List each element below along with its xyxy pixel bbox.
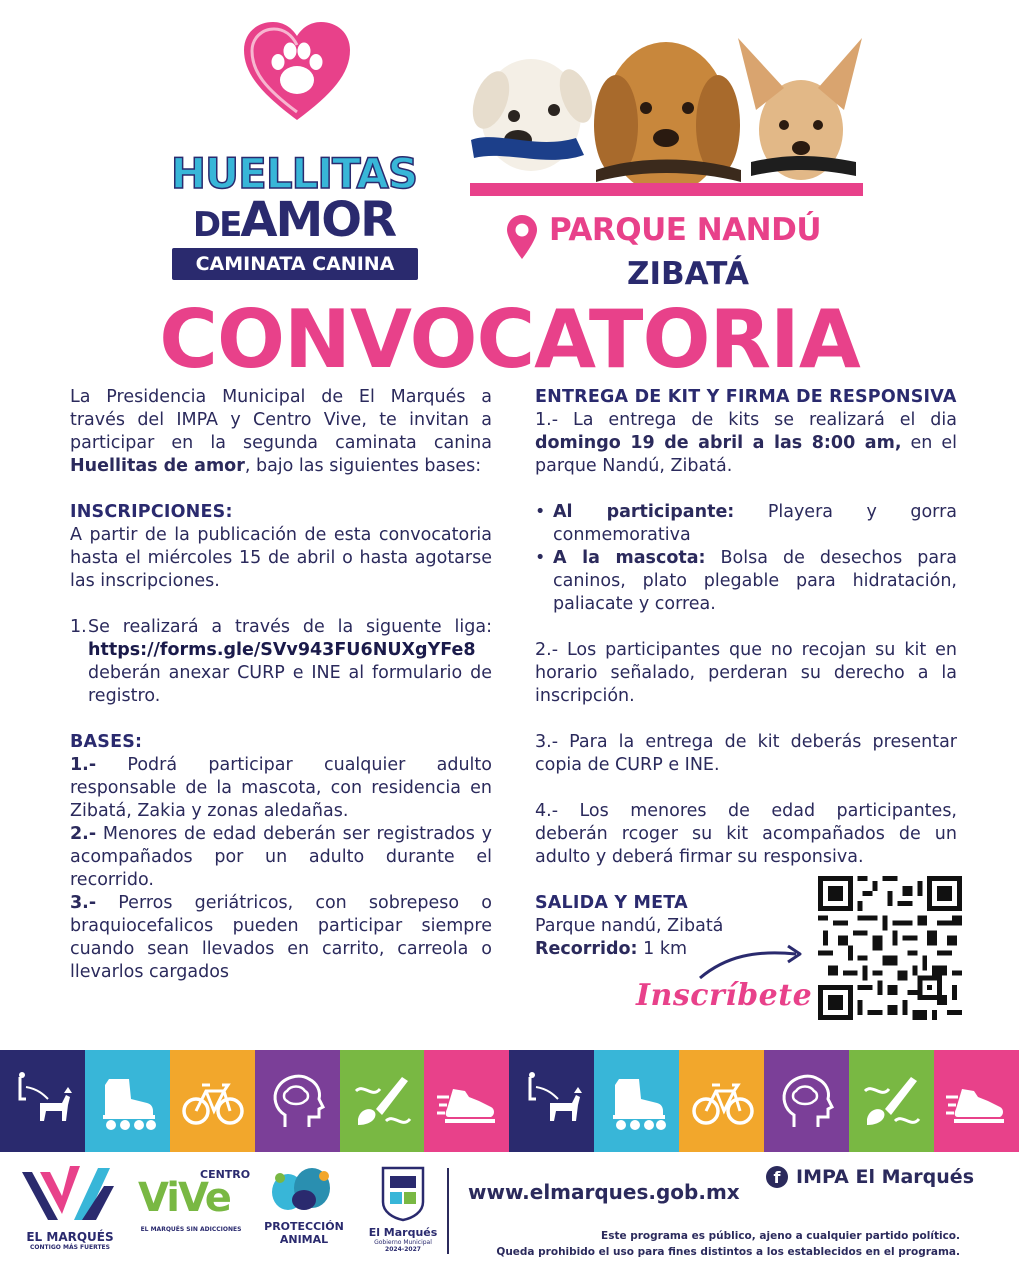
activity-tile — [170, 1050, 255, 1152]
bicycle-icon — [180, 1069, 244, 1133]
bullet-line — [553, 501, 957, 524]
kit-line: inscripción. — [535, 686, 635, 706]
logo-title-line2 — [160, 192, 428, 250]
dogs-underline — [470, 183, 863, 196]
intro-line — [70, 455, 492, 478]
intro-line: través del IMPA y Centro Vive, te invitan a — [70, 410, 492, 430]
proteccion-animal-logo — [258, 1166, 350, 1256]
kit-line: copia de CURP e INE. — [535, 755, 720, 775]
kit-line: 4.- Los menores de edad participantes, — [535, 801, 957, 821]
logo-amor: AMOR — [240, 192, 396, 248]
base-number: 2.- — [70, 824, 97, 844]
el-marques-tagline: CONTIGO MÁS FUERTES — [30, 1244, 110, 1251]
kit-line: adulto y deberá firmar su responsiva. — [535, 847, 864, 867]
proteccion-label-1: PROTECCIÓN — [264, 1220, 344, 1233]
base-text: Perros geriátricos, con sobrepeso o — [118, 893, 492, 913]
base-line: acompañados por un adulto durante el — [70, 847, 492, 867]
kit-line: horario señalado, perderan su derecho a la — [535, 663, 957, 683]
activity-tile — [594, 1050, 679, 1152]
item-number: 1. — [70, 617, 87, 637]
activity-tile — [509, 1050, 594, 1152]
roller-skate-icon — [95, 1069, 159, 1133]
el-marques-name: EL MARQUÉS — [26, 1230, 114, 1244]
bullet-text: Bolsa de desechos para — [705, 548, 957, 568]
running-shoe-icon — [944, 1069, 1008, 1133]
registration-line: registro. — [88, 686, 161, 706]
kit-date: domingo 19 de abril a las 8:00 am, — [535, 433, 902, 453]
logo-subtitle-bar: CAMINATA CANINA — [172, 248, 418, 280]
heart-paw-icon — [242, 20, 352, 124]
dogs-illustration — [466, 30, 866, 200]
base-text: Menores de edad deberán ser registrados y — [102, 824, 492, 844]
bullet-text: Playera y gorra — [734, 502, 957, 522]
activity-icon-strip — [0, 1050, 1019, 1152]
intro-line: participar en la segunda caminata canina — [70, 433, 492, 453]
bullet-label: A la mascota: — [553, 548, 706, 568]
activity-tile — [0, 1050, 85, 1152]
event-logo — [160, 20, 428, 280]
facebook-icon: f — [766, 1166, 788, 1188]
bullet-line: caninos, plato plegable para hidratación, — [553, 571, 957, 591]
centro-vive-logo — [130, 1168, 251, 1248]
activity-tile — [934, 1050, 1019, 1152]
activity-tile — [849, 1050, 934, 1152]
bases-heading: BASES: — [70, 732, 143, 752]
disclaimer-line: Este programa es público, ajeno a cualquier partido político. — [601, 1230, 960, 1242]
base-number: 3.- — [70, 893, 97, 913]
salida-line: Parque nandú, Zibatá — [535, 916, 724, 936]
location-name: PARQUE NANDÚ — [549, 212, 822, 248]
activity-tile — [679, 1050, 764, 1152]
paint-brush-icon — [859, 1069, 923, 1133]
vive-tagline: EL MARQUÉS SIN ADICCIONES — [140, 1226, 242, 1233]
route-label: Recorrido: — [535, 939, 638, 959]
registration-line: deberán anexar CURP e INE al formulario de — [88, 663, 492, 683]
inscribete-label: Inscríbete — [636, 978, 813, 1013]
base-line: cuando sean llevados en carrito, carreola o — [70, 939, 492, 959]
vive-wordmark: ViVe — [138, 1175, 230, 1221]
registration-item — [70, 616, 492, 708]
kit-line: deberán rcoger su kit acompañados de un — [535, 824, 957, 844]
bicycle-icon — [690, 1069, 754, 1133]
legal-disclaimer — [480, 1228, 960, 1260]
kit-line: parque Nandú, Zibatá. — [535, 456, 733, 476]
activity-tile — [255, 1050, 340, 1152]
facebook-page-name: IMPA El Marqués — [796, 1166, 975, 1188]
logo-title-line1: HUELLITAS — [170, 149, 418, 198]
inscripciones-line: las inscripciones. — [70, 571, 220, 591]
website-link[interactable]: www.elmarques.gob.mx — [468, 1180, 740, 1204]
base-line — [70, 892, 492, 915]
base-line: responsable de la mascota, con residencia en — [70, 778, 492, 798]
page-title: CONVOCATORIA — [159, 293, 860, 386]
event-name: Huellitas de amor — [70, 456, 245, 476]
dog-walk-icon — [10, 1069, 74, 1133]
bullet-label: Al participante: — [553, 502, 735, 522]
disclaimer-line: Queda prohibido el uso para fines distintos a los establecidos en el programa. — [496, 1246, 960, 1258]
bullet-dot: • — [535, 502, 546, 522]
gobierno-subtitle: Gobierno Municipal — [374, 1239, 432, 1246]
footer-divider — [447, 1168, 449, 1254]
kit-line: 1.- La entrega de kits se realizará el dia — [535, 410, 957, 430]
dog-walk-icon — [520, 1069, 584, 1133]
el-marques-emblem-icon — [18, 1162, 122, 1224]
salida-heading: SALIDA Y META — [535, 893, 688, 913]
kit-bullet — [535, 547, 957, 616]
inscripciones-line: hasta el miércoles 15 de abril o hasta agotarse — [70, 548, 492, 568]
kit-line — [535, 432, 957, 455]
brain-head-icon — [265, 1069, 329, 1133]
base-line: braquiocefalicos pueden participar siempre — [70, 916, 492, 936]
kit-text: en el — [901, 433, 957, 453]
roller-skate-icon — [605, 1069, 669, 1133]
intro-text: , bajo las siguientes bases: — [244, 456, 482, 476]
route-distance: 1 km — [637, 939, 688, 959]
kit-line: 2.- Los participantes que no recojan su kit en — [535, 640, 957, 660]
logo-de: DE — [192, 205, 241, 245]
kit-heading: ENTREGA DE KIT Y FIRMA DE RESPONSIVA — [535, 387, 957, 407]
kit-bullet — [535, 501, 957, 547]
base-text: Podrá participar cualquier adulto — [127, 755, 492, 775]
activity-tile — [85, 1050, 170, 1152]
base-line — [70, 823, 492, 846]
bullet-dot: • — [535, 548, 546, 568]
gobierno-years: 2024-2027 — [385, 1246, 421, 1253]
bullet-line: paliacate y correa. — [553, 594, 716, 614]
registration-link[interactable]: https://forms.gle/SVv943FU6NUXgYFe8 — [88, 640, 476, 660]
bullet-line: conmemorativa — [553, 525, 691, 545]
bullet-line — [553, 547, 957, 570]
footer-logos — [18, 1160, 448, 1270]
el-marques-logo — [18, 1162, 122, 1252]
base-line: recorrido. — [70, 870, 154, 890]
inscripciones-heading: INSCRIPCIONES: — [70, 502, 233, 522]
base-line: llevarlos cargados — [70, 962, 230, 982]
brain-head-icon — [774, 1069, 838, 1133]
paint-brush-icon — [350, 1069, 414, 1133]
activity-tile — [424, 1050, 509, 1152]
registration-line: Se realizará a través de la siguente liga: — [88, 617, 492, 637]
vive-small-label: CENTRO — [200, 1168, 251, 1181]
right-column — [535, 386, 957, 961]
activity-tile — [340, 1050, 425, 1152]
proteccion-label-2: ANIMAL — [279, 1233, 329, 1246]
base-line — [70, 754, 492, 777]
intro-line: La Presidencia Municipal de El Marqués a — [70, 387, 492, 407]
inscripciones-line: A partir de la publicación de esta convocatoria — [70, 525, 492, 545]
animals-emblem-icon — [258, 1166, 350, 1216]
running-shoe-icon — [435, 1069, 499, 1133]
gobierno-municipal-logo — [358, 1164, 448, 1264]
activity-tile — [764, 1050, 849, 1152]
location-pin-icon — [505, 214, 539, 260]
left-column — [70, 386, 492, 984]
facebook-link[interactable] — [766, 1166, 974, 1188]
qr-code[interactable] — [818, 876, 962, 1020]
base-line: Zibatá, Zakia y zonas aledañas. — [70, 801, 349, 821]
kit-line: 3.- Para la entrega de kit deberás presentar — [535, 732, 957, 752]
location-area: ZIBATÁ — [627, 256, 749, 292]
municipal-shield-icon — [358, 1164, 448, 1222]
gobierno-name: El Marqués — [368, 1226, 438, 1239]
base-number: 1.- — [70, 755, 97, 775]
